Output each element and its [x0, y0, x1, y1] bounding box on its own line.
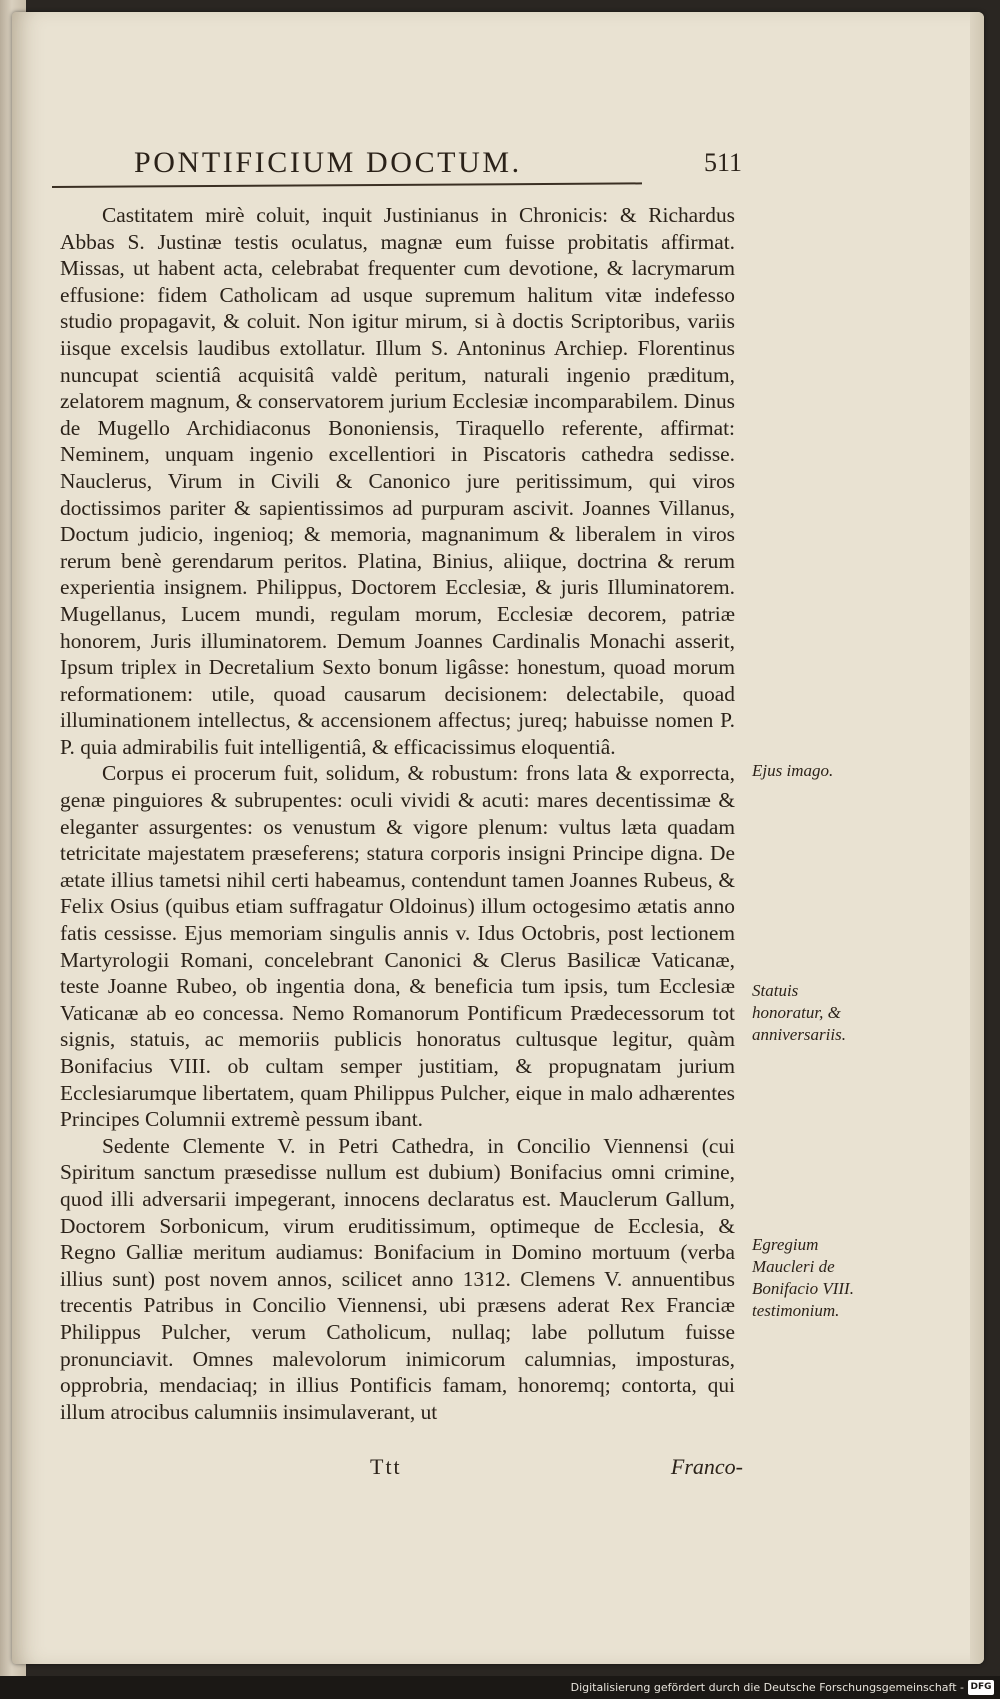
credit-text: Digitalisierung gefördert durch die Deutsche Forschungsgemeinschaft -	[570, 1681, 964, 1694]
paragraph-2: Corpus ei procerum fuit, solidum, & robustum: frons lata & exporrecta, genæ pinguiores & subrupentes: oculi vividi & acuti: mares decentissimæ & eleganter assurgentes: os venustum & vigore plenum: vultus læta quadam tetricitate majestatem præseferens; statura corporis insigni Principe digna. De ætate illius tametsi nihil certi habeamus, contendunt tamen Joannes Rubeus, & Felix Osius (quibus etiam suffragatur Oldoinus) illum octogesimo ætatis anno fatis cessisse. Ejus memoriam singulis annis v. Idus Octobris, post lectionem Martyrologii Romani, concelebrant Canonici & Clerus Basilicæ Vaticanæ, teste Joanne Rubeo, ob ingentia dona, & beneficia tum ipsis, tum Ecclesiæ Vaticanæ ab eo concessa. Nemo Romanorum Pontificum Prædecessorum tot signis, statuis, ac memoriis publicis honoratus cultusque legitur, quàm Bonifacius VIII. ob cultam semper justitiam, & propugnatam jurium Ecclesiarumque libertatem, quam Philippus Pulcher, eique in malo adhærentes Principes Columnii extremè pessum ibant.	[60, 761, 735, 1132]
book-page	[12, 12, 984, 1664]
signature-mark: Ttt	[370, 1454, 402, 1479]
running-title: PONTIFICIUM DOCTUM.	[134, 146, 522, 179]
digitization-credit-bar	[0, 1676, 1000, 1699]
marginal-note-egregium: Egregium Maucleri de Bonifacio VIII. testimonium.	[752, 1235, 854, 1320]
paragraph-3: Sedente Clemente V. in Petri Cathedra, in Concilio Viennensi (cui Spiritum sanctum præsedisse nullum est dubium) Bonifacius omni crimine, quod illi adversarii impegerant, innocens declaratus est. Mauclerum Gallum, Doctorem Sorbonicum, virum eruditissimum, optimeque de Ecclesia, & Regno Galliæ meritum audiamus: Bonifacium in Domino mortuum (verba illius sunt) post novem annos, scilicet anno 1312. Clemens V. annuentibus trecentis Patribus in Concilio Viennensi, ubi præsens aderat Rex Franciæ Philippus Pulcher, verum Catholicum, nullaq; labe pollutum fuisse pronunciavit. Omnes malevolorum inimicorum calumnias, imposturas, opprobria, mendaciaq; in illius Pontificis famam, honoremq; contorta, qui illum atrocibus calumniis insimulaverant, ut	[60, 1133, 735, 1424]
paragraph-1: Castitatem mirè coluit, inquit Justinianus in Chronicis: & Richardus Abbas S. Justinæ testis oculatus, magnæ eum fuisse probitatis affirmat. Missas, ut habent acta, celebrabat frequenter cum devotione, & lacrymarum effusione: fidem Catholicam ad usque supremum halitum vitæ indefesso studio propagavit, & coluit. Non igitur mirum, si à doctis Scriptoribus, variis iisque excelsis laudibus extollatur. Illum S. Antoninus Archiep. Florentinus nuncupat scientiâ acquisitâ valdè peritum, naturali ingenio præditum, zelatorem magnum, & conservatorem jurium Ecclesiæ incomparabilem. Dinus de Mugello Archidiaconus Bononiensis, Tiraquello referente, affirmat: Neminem, unquam ingenio excellentiori in Piscatoris cathedra sedisse. Nauclerus, Virum in Civili & Canonico jure peritissimum, qui viros doctissimos pariter & sapientissimos ad purpuram ascivit. Joannes Villanus, Doctum judicio, ingenioq; & memoria, magnanimum & liberalem in viros rerum benè gerendarum peritos. Platina, Binius, aliique, doctrina & rerum experientia insignem. Philippus, Doctorem Ecclesiæ, & juris Illuminatorem. Mugellanus, Lucem mundi, regulam morum, Ecclesiæ decorem, patriæ honorem, Juris illuminatorem. Demum Joannes Cardinalis Monachi asserit, Ipsum triplex in Decretalium Sexto bonum ligâsse: honestum, quoad morum reformationem: utile, quoad causarum decisionem: delectabile, quoad illuminationem intellectus, & accensionem affectus; jureq; habuisse nomen P. P. quia admirabilis fuit intelligentiâ, & efficacissimus eloquentiâ.	[60, 203, 735, 759]
page-footer	[60, 1454, 743, 1484]
catchword: Franco-	[670, 1454, 743, 1479]
header-rule	[52, 182, 642, 188]
marginal-note-ejus-imago: Ejus imago.	[752, 761, 834, 780]
marginal-note-statuis: Statuis honoratur, & anniversariis.	[752, 981, 846, 1044]
page-edge	[970, 12, 984, 1664]
body-text	[60, 202, 735, 1425]
dfg-logo: DFG	[968, 1680, 994, 1695]
page-number: 511	[703, 148, 742, 177]
page-header	[52, 142, 742, 192]
